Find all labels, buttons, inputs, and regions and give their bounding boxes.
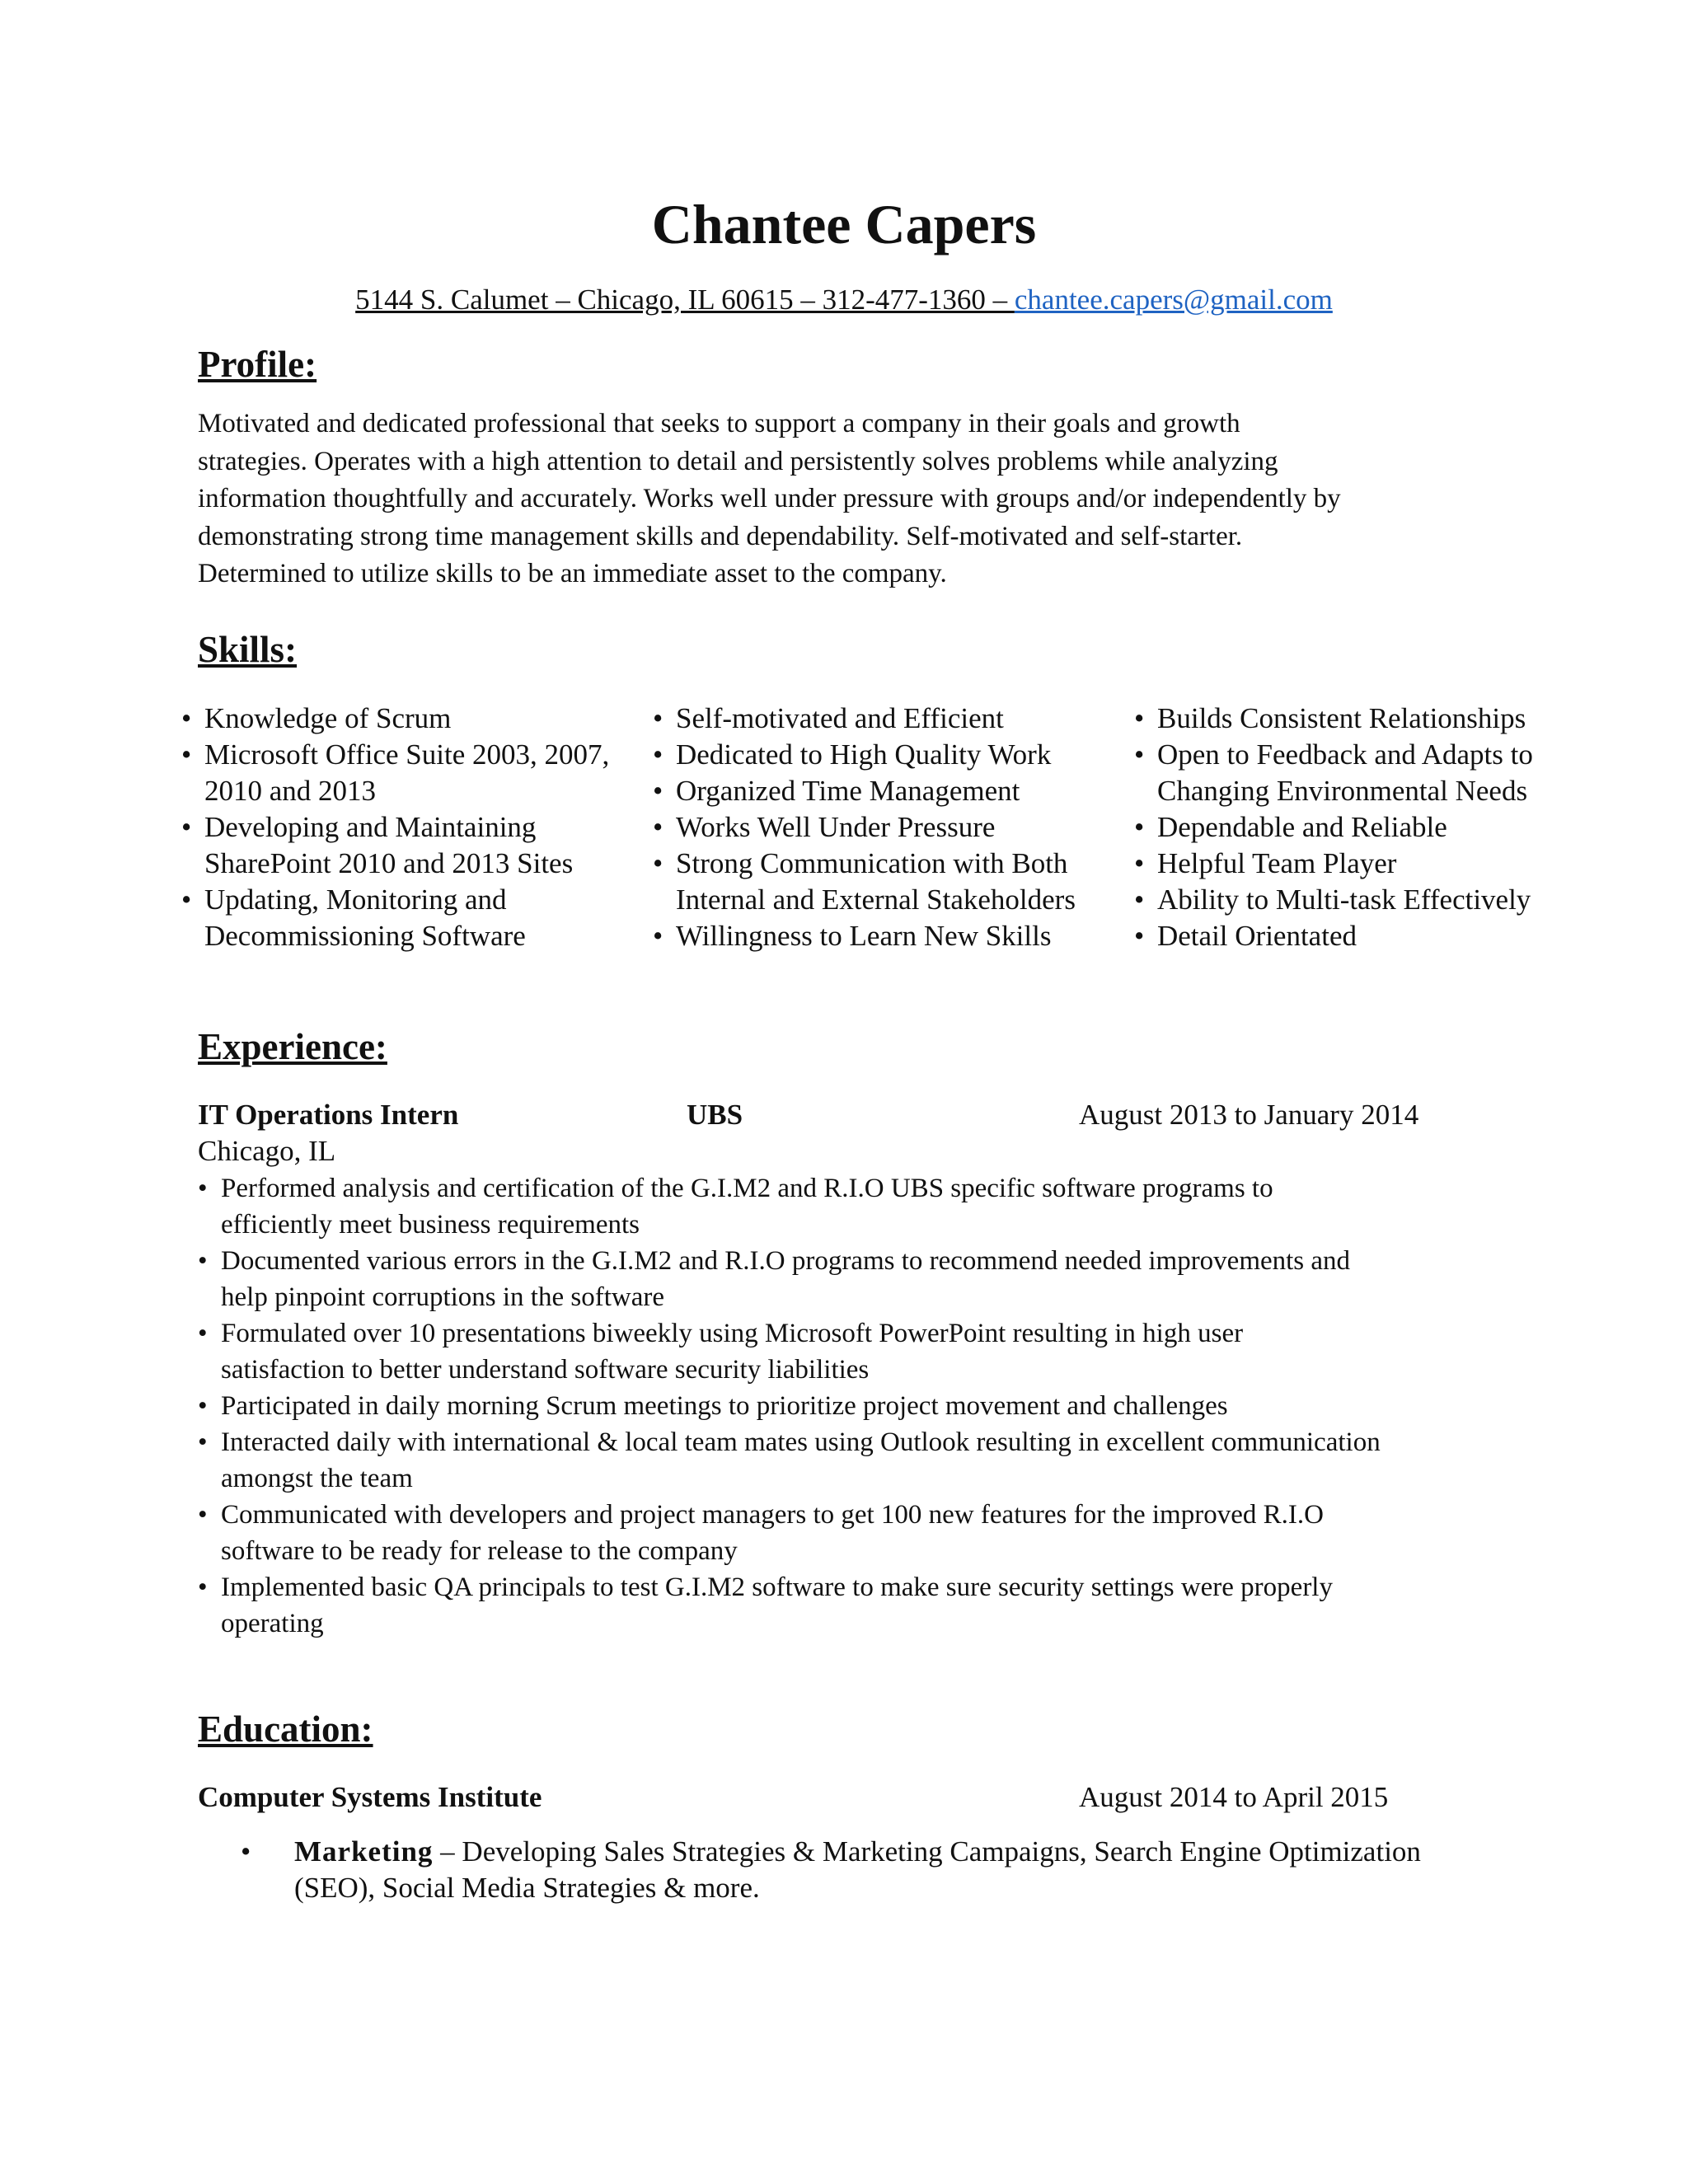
- job-title: IT Operations Intern: [198, 1099, 459, 1131]
- profile-line: strategies. Operates with a high attention to detail and persistently solves problems while analyzing: [198, 446, 1278, 476]
- job-bullet: • Participated in daily morning Scrum meetings to prioritize project movement and challenges: [198, 1388, 1550, 1424]
- job-bullet: • Performed analysis and certification of the G.I.M2 and R.I.O UBS specific software programs to efficiently meet business requirements: [198, 1170, 1550, 1243]
- skill-item: • Organized Time Management: [653, 773, 1076, 809]
- candidate-name: Chantee Capers: [651, 193, 1037, 255]
- bullet-icon: •: [241, 1835, 251, 1868]
- job-location: Chicago, IL: [198, 1135, 336, 1167]
- skill-item: • Updating, Monitoring and Decommissioning Software: [181, 882, 609, 954]
- contact-line: [0, 282, 1688, 318]
- profile-line: Motivated and dedicated professional that seeks to support a company in their goals and growth: [198, 409, 1240, 438]
- profile-line: demonstrating strong time management skills and dependability. Self-motivated and self-starter.: [198, 521, 1243, 551]
- profile-heading: Profile:: [198, 344, 317, 385]
- job-bullets: [198, 1170, 1550, 1642]
- course-description: – Developing Sales Strategies & Marketing Campaigns, Search Engine Optimization: [433, 1835, 1421, 1868]
- skill-item: • Detail Orientated: [1134, 918, 1533, 954]
- skills-heading: Skills:: [198, 629, 298, 670]
- profile-line: Determined to utilize skills to be an immediate asset to the company.: [198, 559, 947, 588]
- skill-item: • Self-motivated and Efficient: [653, 701, 1076, 737]
- skill-item: • Dependable and Reliable: [1134, 809, 1533, 846]
- skill-item: • Willingness to Learn New Skills: [653, 918, 1076, 954]
- school-name: Computer Systems Institute: [198, 1781, 542, 1813]
- job-company: UBS: [687, 1099, 743, 1131]
- profile-paragraph: [198, 405, 1517, 593]
- education-header: [198, 1779, 1517, 1816]
- skill-item: • Strong Communication with Both Internal and External Stakeholders: [653, 846, 1076, 918]
- skill-item: • Knowledge of Scrum: [181, 701, 609, 737]
- email-link[interactable]: chantee.capers@gmail.com: [1014, 284, 1333, 316]
- education-dates: August 2014 to April 2015: [1079, 1781, 1389, 1813]
- skill-item: • Builds Consistent Relationships: [1134, 701, 1533, 737]
- skills-column-3: [1134, 701, 1533, 954]
- skill-item: • Ability to Multi-task Effectively: [1134, 882, 1533, 918]
- job-bullet: • Formulated over 10 presentations biweekly using Microsoft PowerPoint resulting in high user satisfaction to better understand software security liabilities: [198, 1315, 1550, 1388]
- skills-column-1: [181, 701, 609, 954]
- job-bullet: • Documented various errors in the G.I.M2 and R.I.O programs to recommend needed improvements and help pinpoint corruptions in the software: [198, 1243, 1550, 1315]
- course-title: Marketing: [294, 1835, 434, 1868]
- contact-address-phone: 5144 S. Calumet – Chicago, IL 60615 – 312-477-1360 –: [355, 284, 1015, 316]
- course-description-cont: (SEO), Social Media Strategies & more.: [294, 1872, 760, 1904]
- skill-item: • Microsoft Office Suite 2003, 2007, 2010 and 2013: [181, 737, 609, 809]
- skill-item: • Helpful Team Player: [1134, 846, 1533, 882]
- skills-column-2: [653, 701, 1076, 954]
- job-header: [198, 1096, 1517, 1134]
- skill-item: • Works Well Under Pressure: [653, 809, 1076, 846]
- experience-heading: Experience:: [198, 1026, 387, 1067]
- education-heading: Education:: [198, 1708, 373, 1750]
- job-bullet: • Implemented basic QA principals to test G.I.M2 software to make sure security settings were properly operating: [198, 1569, 1550, 1642]
- job-bullet: • Communicated with developers and project managers to get 100 new features for the improved R.I.O software to be ready for release to the company: [198, 1497, 1550, 1569]
- skill-item: • Developing and Maintaining SharePoint 2010 and 2013 Sites: [181, 809, 609, 882]
- profile-line: information thoughtfully and accurately. Works well under pressure with groups and/or independently by: [198, 484, 1341, 513]
- skill-item: • Open to Feedback and Adapts to Changing Environmental Needs: [1134, 737, 1533, 809]
- skill-item: • Dedicated to High Quality Work: [653, 737, 1076, 773]
- job-dates: August 2013 to January 2014: [1079, 1099, 1419, 1131]
- job-bullet: • Interacted daily with international & local team mates using Outlook resulting in excellent communication amongst the team: [198, 1424, 1550, 1497]
